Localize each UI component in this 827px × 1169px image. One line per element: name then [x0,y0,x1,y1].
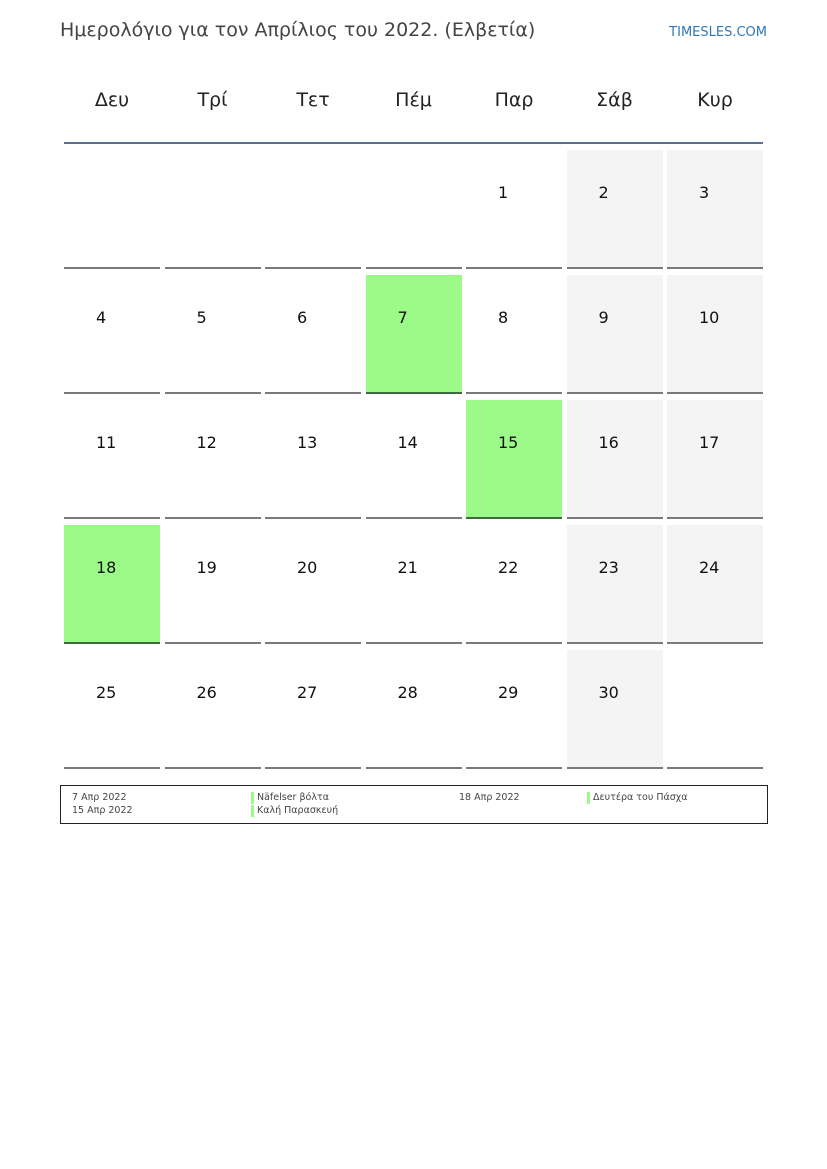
day-cell-11 [64,400,160,519]
weekday-tue: Τρί [197,89,228,111]
legend-date-2: 15 Απρ 2022 [72,805,133,816]
day-cell-1 [466,150,562,269]
day-number: 11 [96,433,117,452]
day-number: 21 [397,558,418,577]
empty-day-cell [366,150,462,269]
weekday-sun: Κυρ [697,89,733,111]
legend-holiday-2: Καλή Παρασκευή [251,805,338,816]
day-number: 13 [297,433,318,452]
day-number: 20 [297,558,318,577]
day-cell-28 [366,650,462,769]
day-cell-25 [64,650,160,769]
day-number: 12 [196,433,217,452]
day-cell-2 [567,150,663,269]
day-number: 25 [96,683,117,702]
page-title: Ημερολόγιο για τον Απρίλιος του 2022. (Ελβετία) [60,19,536,41]
day-cell-18 [64,525,160,644]
day-number: 29 [498,683,519,702]
day-cell-19 [165,525,261,644]
day-cell-21 [366,525,462,644]
day-number: 18 [96,558,117,577]
day-cell-17 [667,400,763,519]
weekday-header-row [64,89,763,119]
day-number: 15 [498,433,519,452]
legend-holiday-1: Näfelser βόλτα [251,792,329,803]
day-cell-4 [64,275,160,394]
day-number: 3 [699,183,710,202]
day-number: 17 [699,433,720,452]
day-cell-3 [667,150,763,269]
day-number: 24 [699,558,720,577]
day-number: 26 [196,683,217,702]
day-cell-29 [466,650,562,769]
day-number: 16 [598,433,619,452]
day-cell-22 [466,525,562,644]
weekday-sat: Σάβ [596,89,633,111]
day-cell-9 [567,275,663,394]
day-number: 19 [196,558,217,577]
legend-date-1: 7 Απρ 2022 [72,792,127,803]
empty-day-cell [165,150,261,269]
weekday-mon: Δευ [94,89,130,111]
day-cell-15 [466,400,562,519]
day-number: 27 [297,683,318,702]
day-cell-26 [165,650,261,769]
day-cell-20 [265,525,361,644]
day-cell-12 [165,400,261,519]
day-cell-23 [567,525,663,644]
legend-date-3: 18 Απρ 2022 [459,792,520,803]
day-number: 22 [498,558,519,577]
day-number: 10 [699,308,720,327]
day-number: 5 [196,308,207,327]
day-number: 14 [397,433,418,452]
day-cell-14 [366,400,462,519]
day-cell-27 [265,650,361,769]
day-cell-10 [667,275,763,394]
day-number: 4 [96,308,107,327]
day-number: 2 [598,183,609,202]
holiday-legend [60,785,768,824]
brand-link[interactable]: TIMESLES.COM [669,25,767,40]
day-cell-30 [567,650,663,769]
empty-day-cell [667,650,763,769]
day-number: 7 [397,308,408,327]
empty-day-cell [64,150,160,269]
day-number: 9 [598,308,609,327]
day-cell-6 [265,275,361,394]
day-number: 1 [498,183,509,202]
legend-holiday-3: Δευτέρα του Πάσχα [587,792,688,803]
weekday-fri: Παρ [494,89,534,111]
day-cell-7 [366,275,462,394]
empty-day-cell [265,150,361,269]
weekday-wed: Τετ [296,89,330,111]
weekday-thu: Πέμ [395,89,432,111]
header-divider [64,142,763,144]
day-cell-5 [165,275,261,394]
day-number: 30 [598,683,619,702]
day-number: 23 [598,558,619,577]
day-cell-16 [567,400,663,519]
day-number: 6 [297,308,308,327]
day-number: 8 [498,308,509,327]
day-cell-24 [667,525,763,644]
day-cell-8 [466,275,562,394]
day-cell-13 [265,400,361,519]
day-number: 28 [397,683,418,702]
